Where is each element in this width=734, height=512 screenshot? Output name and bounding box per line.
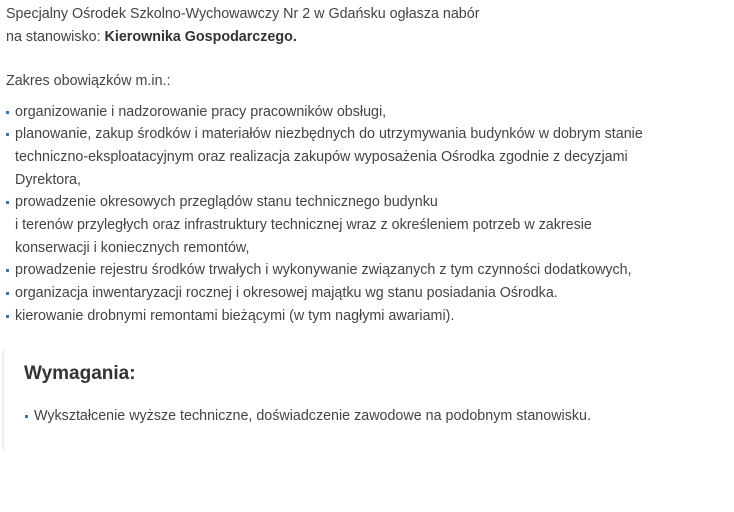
list-item (6, 123, 726, 191)
intro-line-prefix: na stanowisko: (6, 28, 105, 45)
requirements-section (2, 350, 704, 450)
duties-heading: Zakres obowiązków m.in.: (6, 73, 171, 89)
bullet-icon (6, 201, 9, 204)
list-item-text: i terenów przyległych oraz infrastruktury technicznej wraz z określeniem potrzeb w zakresie (15, 217, 592, 234)
intro-text (6, 3, 726, 48)
job-posting (6, 3, 726, 328)
list-item (6, 282, 726, 305)
list-item-text: prowadzenie rejestru środków trwałych i wykonywanie związanych z tym czynności dodatkowych, (15, 262, 632, 279)
bullet-icon (6, 315, 9, 318)
bullet-icon (25, 415, 28, 418)
bullet-icon (6, 292, 9, 295)
bullet-icon (6, 111, 9, 114)
requirements-list (25, 405, 591, 428)
list-item (6, 259, 726, 282)
list-item (6, 191, 726, 259)
list-item-text: organizowanie i nadzorowanie pracy pracowników obsługi, (15, 103, 387, 120)
list-item (6, 101, 726, 124)
list-item-text: kierowanie drobnymi remontami bieżącymi (w tym nagłymi awariami). (15, 307, 455, 324)
list-item (6, 305, 726, 328)
list-item-text: Dyrektora, (15, 171, 81, 188)
duties-list (6, 101, 726, 328)
list-item-text: konserwacji i koniecznych remontów, (15, 239, 250, 256)
list-item-text: planowanie, zakup środków i materiałów niezbędnych do utrzymywania budynków w dobrym stanie (15, 126, 643, 143)
list-item-text: techniczno-eksploatacyjnym oraz realizacja zakupów wyposażenia Ośrodka zgodnie z decyzjami (15, 148, 628, 165)
requirements-heading: Wymagania: (24, 363, 136, 384)
bullet-icon (6, 269, 9, 272)
position-title: Kierownika Gospodarczego. (104, 28, 297, 45)
list-item-text: prowadzenie okresowych przeglądów stanu technicznego budynku (15, 194, 438, 211)
intro-line: Specjalny Ośrodek Szkolno-Wychowawczy Nr 2 w Gdańsku ogłasza nabór (6, 6, 480, 22)
list-item-text: organizacja inwentaryzacji rocznej i okresowej majątku wg stanu posiadania Ośrodka. (15, 285, 558, 302)
list-item-text: Wykształcenie wyższe techniczne, doświadczenie zawodowe na podobnym stanowisku. (34, 408, 591, 424)
bullet-icon (6, 133, 9, 136)
list-item (25, 405, 591, 428)
